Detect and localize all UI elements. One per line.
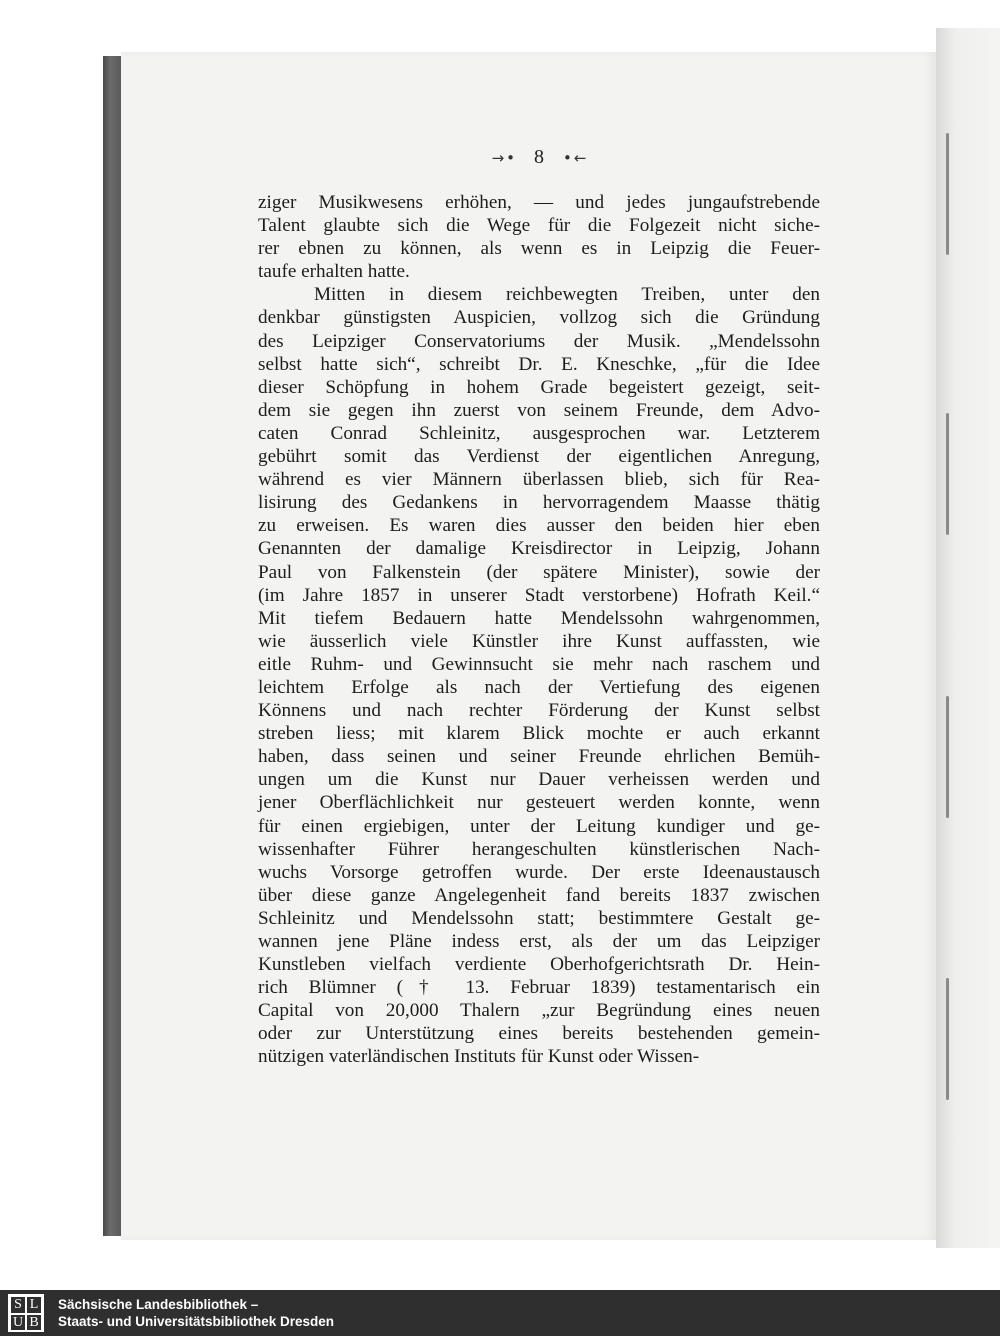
text-line: caten Conrad Schleinitz, ausgesprochen war. Letzterem: [258, 422, 820, 444]
text-line: des Leipziger Conservatoriums der Musik. „Mendelssohn: [258, 330, 820, 352]
text-line: wannen jene Pläne indess erst, als der um das Leipziger: [258, 931, 820, 952]
text-line: selbst hatte sich“, schreibt Dr. E. Kneschke, „für die Idee: [258, 353, 820, 375]
text-line: rer ebnen zu können, als wenn es in Leipzig die Feuer-: [258, 238, 820, 260]
binding-stitch: [946, 413, 949, 535]
binding-stitch: [946, 978, 949, 1100]
text-line: über diese ganze Angelegenheit fand bereits 1837 zwischen: [258, 884, 820, 906]
text-line: Schleinitz und Mendelssohn statt; bestimmtere Gestalt ge-: [258, 907, 820, 929]
text-line: für einen ergiebigen, unter der Leitung kundiger und ge-: [258, 815, 820, 837]
text-line: Capital von 20,000 Thalern „zur Begründung eines neuen: [258, 1000, 820, 1022]
text-line: dieser Schöpfung in hohem Grade begeistert gezeigt, seit-: [258, 376, 820, 398]
text-line: wuchs Vorsorge getroffen wurde. Der erste Ideenaustausch: [258, 861, 820, 883]
library-name-line-2: Staats- und Universitätsbibliothek Dresden: [58, 1314, 335, 1329]
text-line: gebührt somit das Verdienst der eigentlichen Anregung,: [258, 446, 820, 468]
text-line: ungen um die Kunst nur Dauer verheissen werden und: [258, 769, 820, 791]
text-line: denkbar günstigsten Auspicien, vollzog sich die Gründung: [258, 307, 820, 329]
text-line: dem sie gegen ihn zuerst von seinem Freunde, dem Advo-: [258, 399, 820, 421]
text-line: streben liess; mit klarem Blick mochte er auch erkannt: [258, 723, 820, 745]
text-line: rich Blümner († 13. Februar 1839) testamentarisch ein: [258, 977, 820, 999]
text-line: während es vier Männern überlassen blieb, sich für Rea-: [258, 469, 820, 491]
ornament-left: →•: [491, 149, 517, 167]
text-line: Talent glaubte sich die Wege für die Folgezeit nicht siche-: [258, 215, 820, 237]
facing-page-edge: [936, 28, 1000, 1248]
logo-letter: L: [26, 1296, 42, 1314]
text-line: Genannten der damalige Kreisdirector in Leipzig, Johann: [258, 538, 820, 560]
text-line: wissenhafter Führer herangeschulten künstlerischen Nach-: [258, 838, 820, 860]
text-line: leichtem Erfolge als nach der Vertiefung des eigenen: [258, 676, 820, 698]
text-line: Könnens und nach rechter Förderung der Kunst selbst: [258, 700, 820, 722]
library-name-line-1: Sächsische Landesbibliothek –: [58, 1297, 259, 1312]
text-line: (im Jahre 1857 in unserer Stadt verstorbene) Hofrath Keil.“: [258, 584, 820, 606]
text-line: eitle Ruhm- und Gewinnsucht sie mehr nach raschem und: [258, 653, 820, 675]
book-spine: [103, 56, 121, 1236]
page-number-header: [40, 146, 1000, 169]
text-line: Mitten in diesem reichbewegten Treiben, unter den: [314, 284, 820, 306]
text-line: Mit tiefem Bedauern hatte Mendelssohn wahrgenommen,: [258, 607, 820, 629]
text-line: jener Oberflächlichkeit nur gesteuert werden konnte, wenn: [258, 792, 820, 814]
library-name: [58, 1296, 334, 1330]
ornament-right: •←: [563, 149, 589, 167]
text-line: nützigen vaterländischen Instituts für Kunst oder Wissen-: [258, 1046, 700, 1068]
text-line: wie äusserlich viele Künstler ihre Kunst auffassten, wie: [258, 630, 820, 652]
text-line: Kunstleben vielfach verdiente Oberhofgerichtsrath Dr. Hein-: [258, 954, 820, 976]
body-text: [258, 191, 820, 1069]
text-line: Paul von Falkenstein (der spätere Minister), sowie der: [258, 561, 820, 583]
text-line: zu erweisen. Es waren dies ausser den beiden hier eben: [258, 515, 820, 537]
page-number: 8: [534, 146, 546, 168]
binding-stitch: [946, 696, 949, 818]
logo-letter: S: [10, 1296, 26, 1314]
logo-letter: U: [10, 1314, 26, 1332]
text-line: lisirung des Gedankens in hervorragendem Maasse thätig: [258, 492, 820, 514]
logo-letter: B: [26, 1314, 42, 1332]
text-line: ziger Musikwesens erhöhen, — und jedes jungaufstrebende: [258, 192, 820, 213]
slub-logo: [8, 1294, 44, 1332]
text-line: oder zur Unterstützung eines bereits bestehenden gemein-: [258, 1023, 820, 1045]
text-line: haben, dass seinen und seiner Freunde ehrlichen Bemüh-: [258, 746, 820, 768]
text-line: taufe erhalten hatte.: [258, 261, 410, 283]
library-footer-banner: [0, 1290, 1000, 1336]
